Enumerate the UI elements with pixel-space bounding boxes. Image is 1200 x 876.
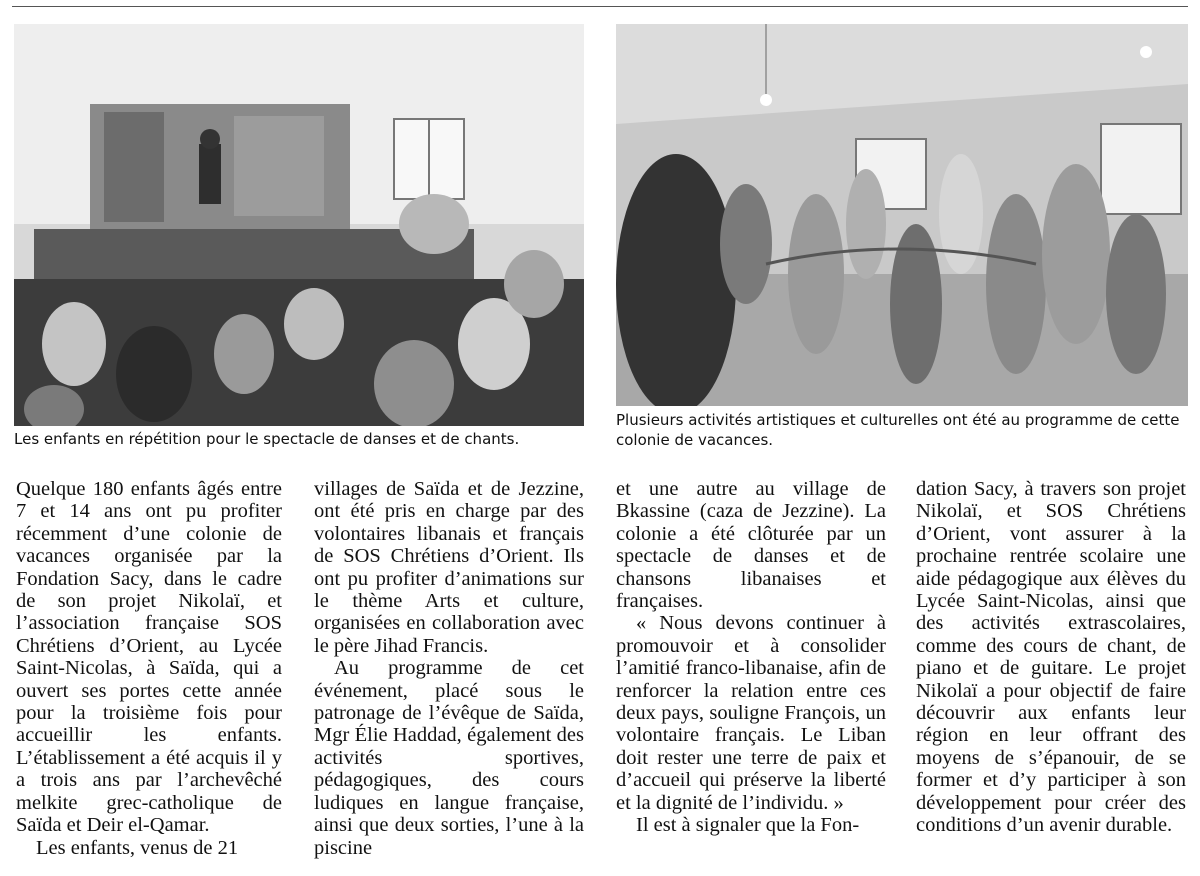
article-column-3: [616, 478, 886, 868]
article-paragraph: dation Sacy, à travers son projet Nikolaï, et SOS Chrétiens d’Orient, vont assurer à la prochaine rentrée scolaire une aide pédagogique aux élèves du Lycée Saint-Nicolas, ainsi que des activités extrascolaires, comme des cours de chant, de piano et de guitare. Le projet Nikolaï a pour objectif de faire découvrir aux enfants leur région en leur offrant des moyens de s’épanouir, de se former et d’y participer à son développement pour créer des conditions d’un avenir durable.: [916, 478, 1186, 837]
article-paragraph: villages de Saïda et de Jezzine, ont été pris en charge par des volontaires libanais et français de SOS Chrétiens d’Orient. Ils ont pu profiter d’animations sur le thème Arts et culture, organisées en collaboration avec le père Jihad Francis.: [314, 478, 584, 657]
article-paragraph: Au programme de cet événement, placé sous le patronage de l’évêque de Saïda, Mgr Élie Haddad, également des activités sportives, pédagogiques, des cours ludiques en langue française, ainsi que deux sorties, l’une à la piscine: [314, 657, 584, 859]
photo-caption-left: Les enfants en répétition pour le spectacle de danses et de chants.: [14, 430, 520, 448]
top-rule: [12, 6, 1188, 7]
article-column-2: [314, 478, 584, 868]
photo-children-rehearsal-image: [14, 24, 584, 426]
photo-children-dancing-image: [616, 24, 1188, 406]
photo-children-rehearsal: [14, 24, 584, 426]
article-paragraph: « Nous devons continuer à promouvoir et à consolider l’amitié franco-libanaise, afin de renforcer la relation entre ces deux pays, souligne François, un volontaire français. Le Liban doit rester une terre de paix et d’accueil qui préserve la liberté et la dignité de l’individu. »: [616, 612, 886, 814]
article-paragraph: et une autre au village de Bkassine (caza de Jezzine). La colonie a été clôturée par un spectacle de danses et de chansons libanaises et françaises.: [616, 478, 886, 613]
photo-children-dancing: [616, 24, 1188, 406]
article-paragraph: Quelque 180 enfants âgés entre 7 et 14 ans ont pu profiter récemment d’une colonie de vacances organisée par la Fondation Sacy, dans le cadre de son projet Nikolaï, et l’association française SOS Chrétiens d’Orient, au Lycée Saint-Nicolas, à Saïda, qui a ouvert ses portes cette année pour la troisième fois pour accueillir les enfants. L’établissement a été acquis il y a trois ans par l’archevêché melkite grec-catholique de Saïda et Deir el-Qamar.: [16, 478, 282, 837]
photo-caption-right: Plusieurs activités artistiques et culturelles ont été au programme de cette colonie de vacances.: [616, 411, 1180, 449]
article-paragraph: Les enfants, venus de 21: [36, 836, 239, 859]
article-paragraph: Il est à signaler que la Fon-: [636, 814, 860, 837]
article-column-4: [916, 478, 1186, 868]
article-column-1: [16, 478, 282, 868]
